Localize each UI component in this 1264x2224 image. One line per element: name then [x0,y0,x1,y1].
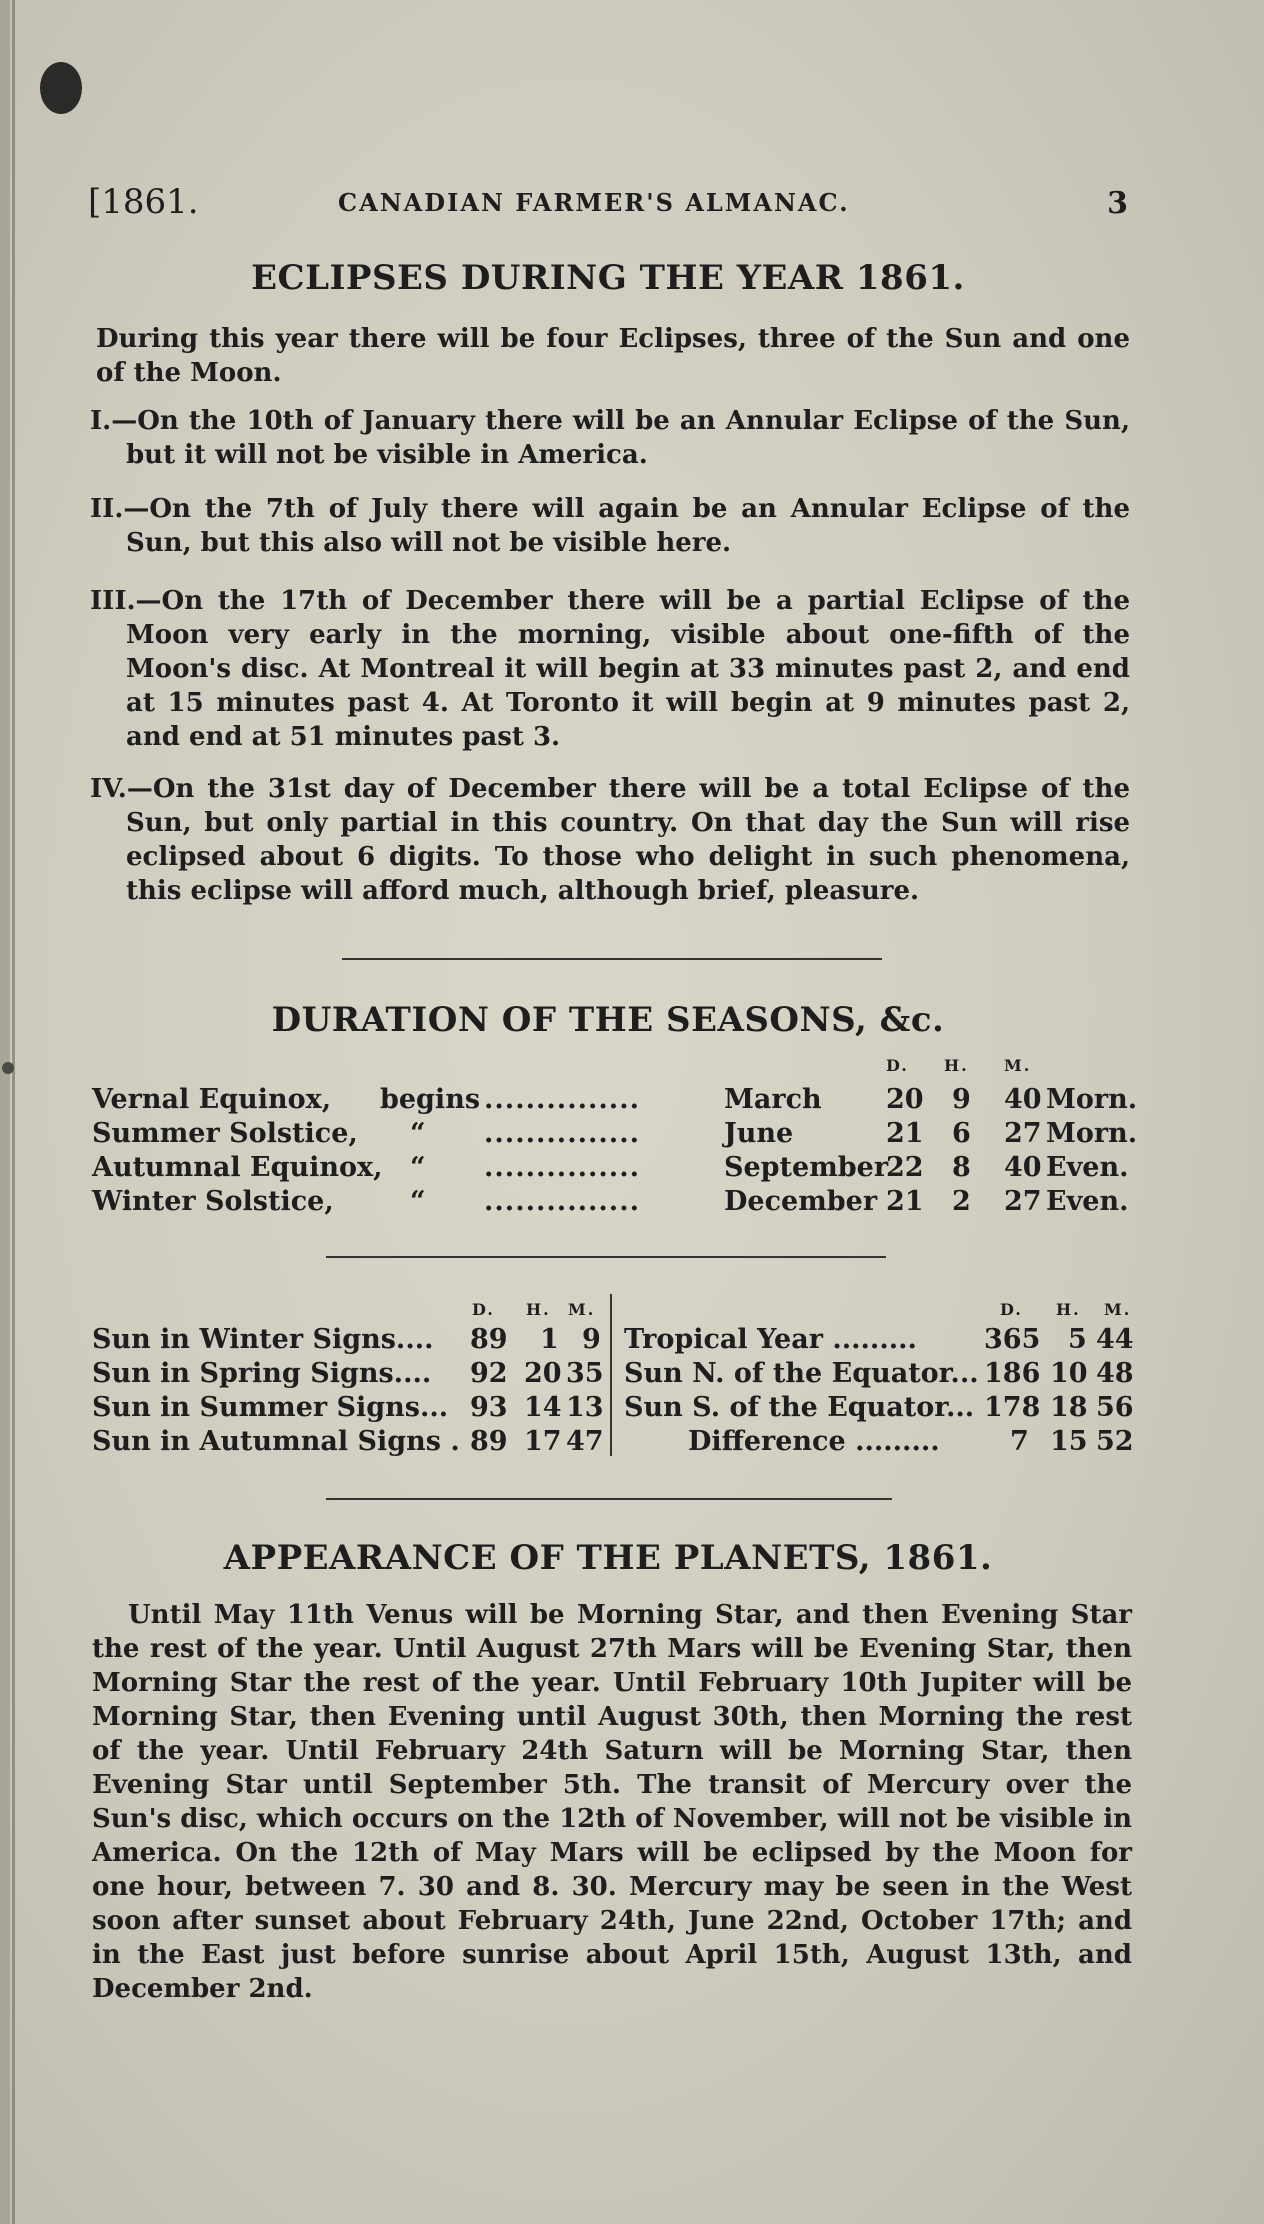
eclipse-item-num: IV.— [90,774,153,804]
season-min: 40 [1004,1084,1042,1115]
signs-left-label: Sun in Spring Signs.... [92,1358,432,1389]
signs-right-d: 186 [984,1358,1041,1389]
signs-left-m: 13 [566,1392,604,1423]
signs-left-d: 93 [470,1392,508,1423]
divider-rule [326,1498,892,1500]
signs-right-h: 15 [1050,1426,1088,1457]
divider-rule [342,958,882,960]
right-col-header-m: M. [1104,1300,1132,1319]
season-ampm: Morn. [1046,1084,1138,1115]
season-month: September [724,1152,889,1183]
divider-rule [326,1256,886,1258]
season-hour: 9 [952,1084,971,1115]
eclipses-heading: ECLIPSES DURING THE YEAR 1861. [251,258,965,298]
season-row [92,1118,1138,1152]
signs-left-d: 89 [470,1426,508,1457]
signs-right-m: 44 [1096,1324,1134,1355]
planets-text: Until May 11th Venus will be Morning Star, and then Evening Star the rest of the year. Until August 27th Mars will be Evening Star, then Morning Star the rest of the year. Until February 10th Jupiter will be Morning Star, then Evening until August 30th, then Morning the rest of the year. Until February 24th Saturn will be Morning Star, then Evening Star until September 5th. The transit of Mercury over the Sun's disc, which occurs on the 12th of November, will not be visible in America. On the 12th of May Mars will be eclipsed by the Moon for one hour, between 7. 30 and 8. 30. Mercury may be seen in the West soon after sunset about February 24th, June 22nd, October 17th; and in the East just before sunrise about April 15th, August 13th, and December 2nd. [92,1600,1132,2004]
season-leader: ............... [484,1152,640,1183]
signs-table [92,1294,1132,1464]
eclipse-item-3 [90,584,1130,754]
planets-heading: APPEARANCE OF THE PLANETS, 1861. [223,1538,993,1578]
signs-right-h: 18 [1050,1392,1088,1423]
season-verb: begins [380,1084,481,1115]
right-col-header-h: H. [1056,1300,1081,1319]
season-name: Autumnal Equinox, [92,1152,383,1183]
season-day: 21 [886,1186,924,1217]
signs-right-label: Sun N. of the Equator... [624,1358,979,1389]
signs-left-label: Sun in Autumnal Signs . [92,1426,460,1457]
eclipse-item-1 [90,404,1130,472]
season-ampm: Morn. [1046,1118,1138,1149]
col-header-h: H. [944,1056,969,1075]
signs-left-m: 47 [566,1426,604,1457]
signs-left-d: 92 [470,1358,508,1389]
season-day: 21 [886,1118,924,1149]
col-header-d: D. [886,1056,909,1075]
planets-paragraph [92,1598,1132,2006]
eclipses-intro [96,322,1130,390]
signs-left-m: 35 [566,1358,604,1389]
binding-hole [40,62,82,114]
season-ampm: Even. [1046,1152,1129,1183]
season-leader: ............... [484,1186,640,1217]
season-verb: “ [410,1118,426,1149]
signs-right-m: 48 [1096,1358,1134,1389]
signs-left-h: 20 [524,1358,562,1389]
season-day: 22 [886,1152,924,1183]
signs-row [92,1426,1132,1460]
eclipse-item-2 [90,492,1130,560]
eclipse-item-text: On the 10th of January there will be an Annular Eclipse of the Sun, but it will not be visible in America. [126,406,1130,470]
season-hour: 8 [952,1152,971,1183]
season-row [92,1084,1138,1118]
season-day: 20 [886,1084,924,1115]
season-row [92,1152,1132,1186]
eclipse-item-num: I.— [90,406,138,436]
season-hour: 2 [952,1186,971,1217]
running-header [88,182,1128,232]
signs-left-d: 89 [470,1324,508,1355]
signs-left-label: Sun in Winter Signs.... [92,1324,434,1355]
season-month: June [724,1118,794,1149]
season-name: Winter Solstice, [92,1186,334,1217]
signs-right-m: 56 [1096,1392,1134,1423]
season-verb: “ [410,1186,426,1217]
season-leader: ............... [484,1084,640,1115]
signs-left-h: 17 [524,1426,562,1457]
left-col-header-m: M. [568,1300,596,1319]
season-name: Summer Solstice, [92,1118,358,1149]
season-month: March [724,1084,822,1115]
left-col-header-h: H. [526,1300,551,1319]
signs-row [92,1324,1132,1358]
signs-right-m: 52 [1096,1426,1134,1457]
signs-left-h: 1 [540,1324,559,1355]
right-col-header-d: D. [1000,1300,1023,1319]
signs-right-d: 7 [1010,1426,1029,1457]
season-min: 27 [1004,1186,1042,1217]
signs-left-m: 9 [582,1324,601,1355]
signs-right-h: 5 [1068,1324,1087,1355]
season-leader: ............... [484,1118,640,1149]
signs-row [92,1392,1132,1426]
signs-right-label: Difference ......... [688,1426,940,1457]
signs-right-label: Tropical Year ......... [624,1324,917,1355]
season-min: 40 [1004,1152,1042,1183]
signs-right-d: 365 [984,1324,1041,1355]
eclipse-item-num: II.— [90,494,150,524]
eclipse-item-num: III.— [90,586,162,616]
col-header-m: M. [1004,1056,1032,1075]
signs-left-h: 14 [524,1392,562,1423]
eclipse-item-text: On the 17th of December there will be a partial Eclipse of the Moon very early in the morning, visible about one-fifth of the Moon's disc. At Montreal it will begin at 33 minutes past 2, and end at 15 minutes past 4. At Toronto it will begin at 9 minutes past 2, and end at 51 minutes past 3. [126,586,1130,752]
signs-left-label: Sun in Summer Signs... [92,1392,449,1423]
season-verb: “ [410,1152,426,1183]
signs-row [92,1358,1132,1392]
page-edge [0,0,10,2224]
signs-right-d: 178 [984,1392,1041,1423]
season-hour: 6 [952,1118,971,1149]
eclipse-item-text: On the 7th of July there will again be an Annular Eclipse of the Sun, but this also will not be visible here. [126,494,1130,558]
season-min: 27 [1004,1118,1042,1149]
season-ampm: Even. [1046,1186,1129,1217]
eclipse-item-4 [90,772,1130,908]
binding-line [12,0,15,2224]
signs-right-label: Sun S. of the Equator... [624,1392,975,1423]
speck [2,1062,14,1074]
season-name: Vernal Equinox, [92,1084,332,1115]
season-row [92,1186,1132,1220]
header-year: [1861. [88,182,199,222]
seasons-heading: DURATION OF THE SEASONS, &c. [271,1000,945,1040]
season-month: December [724,1186,878,1217]
left-col-header-d: D. [472,1300,495,1319]
eclipses-intro-text: During this year there will be four Eclipses, three of the Sun and one of the Moon. [96,324,1130,388]
header-title: CANADIAN FARMER'S ALMANAC. [338,188,850,217]
page-number: 3 [1107,186,1128,221]
signs-right-h: 10 [1050,1358,1088,1389]
eclipse-item-text: On the 31st day of December there will be a total Eclipse of the Sun, but only partial in this country. On that day the Sun will rise eclipsed about 6 digits. To those who delight in such phenomena, this eclipse will afford much, although brief, pleasure. [126,774,1130,906]
